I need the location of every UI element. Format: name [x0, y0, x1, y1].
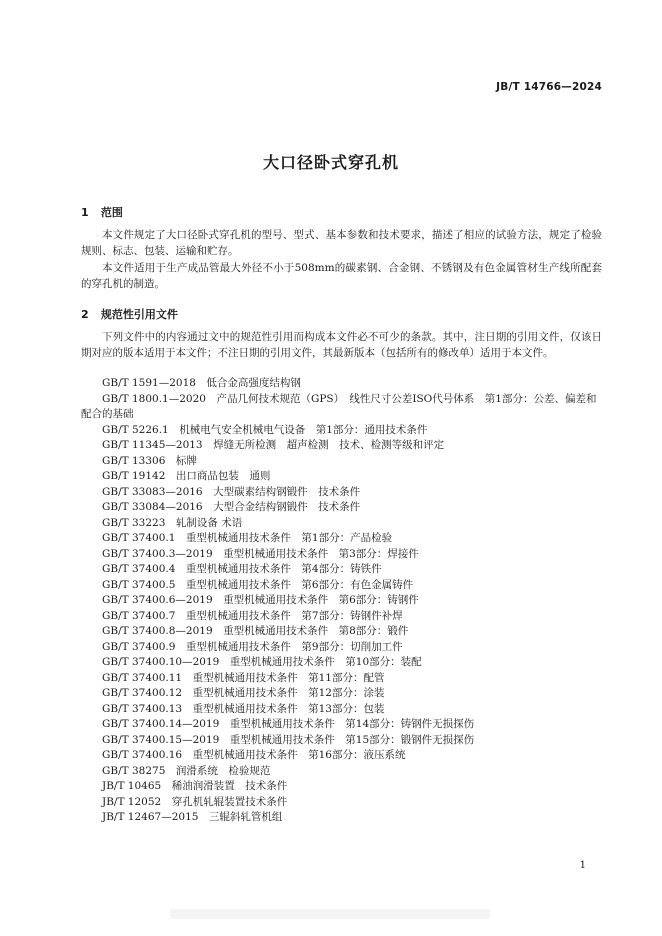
footer-watermark-band	[170, 909, 490, 919]
reference-item: GB/T 37400.15—2019 重型机械通用技术条件 第15部分：锻钢件无损探伤	[102, 733, 475, 746]
reference-item: GB/T 37400.13 重型机械通用技术条件 第13部分：包装	[102, 702, 385, 715]
reference-item: GB/T 38275 润滑系统 检验规范	[102, 764, 271, 777]
reference-item: JB/T 12467—2015 三辊斜轧管机组	[102, 811, 283, 823]
section-2-title: 规范性引用文件	[100, 308, 178, 321]
reference-item: JB/T 12052 穿孔机轧辊装置技术条件	[102, 795, 288, 808]
document-title: 大口径卧式穿孔机	[262, 153, 399, 172]
reference-item: GB/T 37400.9 重型机械通用技术条件 第9部分：切削加工件	[102, 640, 403, 653]
reference-item: GB/T 1800.1—2020 产品几何技术规范（GPS） 线性尺寸公差ISO代号体系 第1部分：公差、偏差和配合的基础	[81, 392, 597, 420]
document-code: JB/T 14766—2024	[496, 81, 602, 93]
reference-item: GB/T 33083—2016 大型碳素结构钢锻件 技术条件	[102, 485, 361, 498]
reference-item: GB/T 33223 轧制设备 术语	[102, 516, 243, 529]
reference-item: GB/T 37400.4 重型机械通用技术条件 第4部分：铸铁件	[102, 563, 382, 575]
section-2-number: 2	[81, 308, 89, 321]
section-1-title: 范围	[100, 206, 123, 219]
reference-item: GB/T 37400.3—2019 重型机械通用技术条件 第3部分：焊接件	[102, 547, 419, 560]
scope-paragraph-2: 本文件适用于生产成品管最大外径不小于508mm的碳素钢、合金钢、不锈钢及有色金属管材生产线所配套的穿孔机的制造。	[81, 262, 602, 290]
reference-item: GB/T 1591—2018 低合金高强度结构钢	[102, 377, 301, 389]
reference-list	[81, 376, 602, 826]
reference-item: JB/T 10465 稀油润滑装置 技术条件	[102, 780, 288, 792]
reference-item: GB/T 37400.11 重型机械通用技术条件 第11部分：配管	[102, 671, 385, 684]
section-2-heading	[81, 306, 178, 322]
reference-item: GB/T 13306 标牌	[102, 454, 197, 467]
scope-paragraph-1: 本文件规定了大口径卧式穿孔机的型号、型式、基本参数和技术要求，描述了相应的试验方法，规定了检验规则、标志、包装、运输和贮存。	[81, 229, 602, 257]
reference-item: GB/T 37400.6—2019 重型机械通用技术条件 第6部分：铸钢件	[102, 594, 419, 606]
reference-item: GB/T 37400.16 重型机械通用技术条件 第16部分：液压系统	[102, 749, 406, 761]
reference-item: GB/T 37400.14—2019 重型机械通用技术条件 第14部分：铸钢件无损探伤	[102, 718, 475, 730]
reference-item: GB/T 33084—2016 大型合金结构钢锻件 技术条件	[102, 501, 361, 513]
references-intro: 下列文件中的内容通过文中的规范性引用而构成本文件必不可少的条款。其中，注日期的引用文件，仅该日期对应的版本适用于本文件；不注日期的引用文件，其最新版本（包括所有的修改单）适用于本文件。	[81, 331, 602, 359]
page-number: 1	[579, 860, 586, 871]
section-1-number: 1	[81, 206, 89, 219]
reference-item: GB/T 37400.1 重型机械通用技术条件 第1部分：产品检验	[102, 532, 393, 544]
reference-item: GB/T 37400.7 重型机械通用技术条件 第7部分：铸钢件补焊	[102, 609, 403, 622]
reference-item: GB/T 5226.1 机械电气安全机械电气设备 第1部分：通用技术条件	[102, 423, 428, 436]
reference-item: GB/T 11345—2013 焊缝无所检测 超声检测 技术、检测等级和评定	[102, 439, 445, 451]
reference-item: GB/T 37400.8—2019 重型机械通用技术条件 第8部分：锻件	[102, 625, 409, 637]
reference-item: GB/T 37400.10—2019 重型机械通用技术条件 第10部分：装配	[102, 656, 422, 668]
section-1-heading	[81, 204, 123, 220]
reference-item: GB/T 37400.5 重型机械通用技术条件 第6部分：有色金属铸件	[102, 578, 414, 591]
reference-item: GB/T 37400.12 重型机械通用技术条件 第12部分：涂装	[102, 687, 385, 699]
reference-item: GB/T 19142 出口商品包装 通则	[102, 470, 271, 482]
